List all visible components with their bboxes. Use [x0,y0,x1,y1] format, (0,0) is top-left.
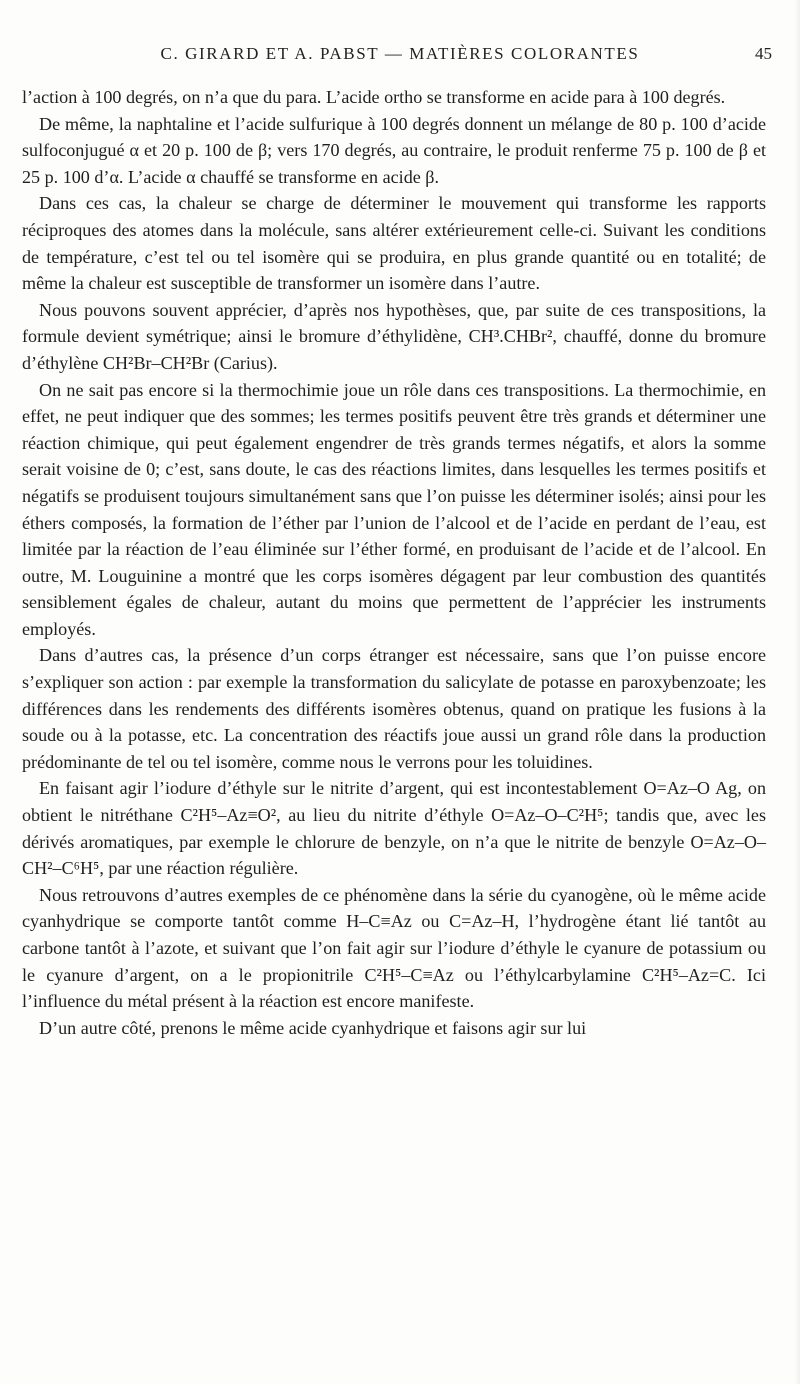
paragraph-6: Dans d’autres cas, la présence d’un corps étranger est nécessaire, sans que l’on puisse encore s’expliquer son action : par exemple la transformation du salicylate de potasse en paroxybenzoate; les différences dans les rendements des différents isomères obtenus, quand on pratique les fusions à la soude ou à la potasse, etc. La concentration des réactifs joue aussi un grand rôle dans la production prédominante de tel ou tel isomère, comme nous le verrons pour les toluidines. [22,645,766,772]
paragraph-8: Nous retrouvons d’autres exemples de ce phénomène dans la série du cyanogène, où le même acide cyanhydrique se comporte tantôt comme H–C≡Az ou C=Az–H, l’hydrogène étant lié tantôt au carbone tantôt à l’azote, et suivant que l’on fait agir sur l’iodure d’éthyle le cyanure de potassium ou le cyanure d’argent, on a le propionitrile C²H⁵–C≡Az ou l’éthylcarbylamine C²H⁵–Az=C. Ici l’influence du métal présent à la réaction est encore manifeste. [22,884,766,1012]
paragraph-4: Nous pouvons souvent apprécier, d’après nos hypothèses, que, par suite de ces transpositions, la formule devient symétrique; ainsi le bromure d’éthylidène, CH³.CHBr², chauffé, donne du bromure d’éthylène CH²Br–CH²Br (Carius). [22,299,766,373]
body-text [22,84,766,1041]
page-edge-shadow [794,0,800,1384]
paragraph-3: Dans ces cas, la chaleur se charge de déterminer le mouvement qui transforme les rapports réciproques des atomes dans la molécule, sans altérer extérieurement celle-ci. Suivant les conditions de température, c’est tel ou tel isomère qui se produira, en plus grande quantité ou en totalité; de même la chaleur est susceptible de transformer un isomère dans l’autre. [22,193,766,294]
paragraph-9: D’un autre côté, prenons le même acide cyanhydrique et faisons agir sur lui [39,1017,587,1038]
paragraph-7: En faisant agir l’iodure d’éthyle sur le nitrite d’argent, qui est incontestablement O=Az–O Ag, on obtient le nitréthane C²H⁵–Az≡O², au lieu du nitrite d’éthyle O=Az–O–C²H⁵; tandis que, avec les dérivés aromatiques, par exemple le chlorure de benzyle, on n’a que le nitrite de benzyle O=Az–O–CH²–C⁶H⁵, par une réaction régulière. [22,778,766,879]
paragraph-5: On ne sait pas encore si la thermochimie joue un rôle dans ces transpositions. La thermochimie, en effet, ne peut indiquer que des sommes; les termes positifs peuvent être très grands et déterminer une réaction chimique, qui peut également engendrer de très grands termes négatifs, et alors la somme serait voisine de 0; c’est, sans doute, le cas des réactions limites, dans lesquelles les termes positifs et négatifs se produisent toujours simultanément sans que l’on puisse les déterminer isolés; ainsi pour les éthers composés, la formation de l’éther par l’union de l’alcool et de l’acide en perdant de l’eau, est limitée par la réaction de l’eau éliminée sur l’éther formé, en produisant de l’acide et de l’alcool. En outre, M. Louguinine a montré que les corps isomères dégagent par leur combustion des quantités sensiblement égales de chaleur, autant du moins que permettent de l’apprécier les instruments employés. [22,379,766,639]
paragraph-1: l’action à 100 degrés, on n’a que du para. L’acide ortho se transforme en acide para à 100 degrés. [22,87,726,107]
running-head: C. GIRARD ET A. PABST — MATIÈRES COLORANTES [160,44,640,63]
paragraph-2: De même, la naphtaline et l’acide sulfurique à 100 degrés donnent un mélange de 80 p. 100 d’acide sulfoconjugué α et 20 p. 100 de β; vers 170 degrés, au contraire, le produit renferme 75 p. 100 de β et 25 p. 100 d’α. L’acide α chauffé se transforme en acide β. [22,113,766,187]
page-number: 45 [755,44,772,63]
